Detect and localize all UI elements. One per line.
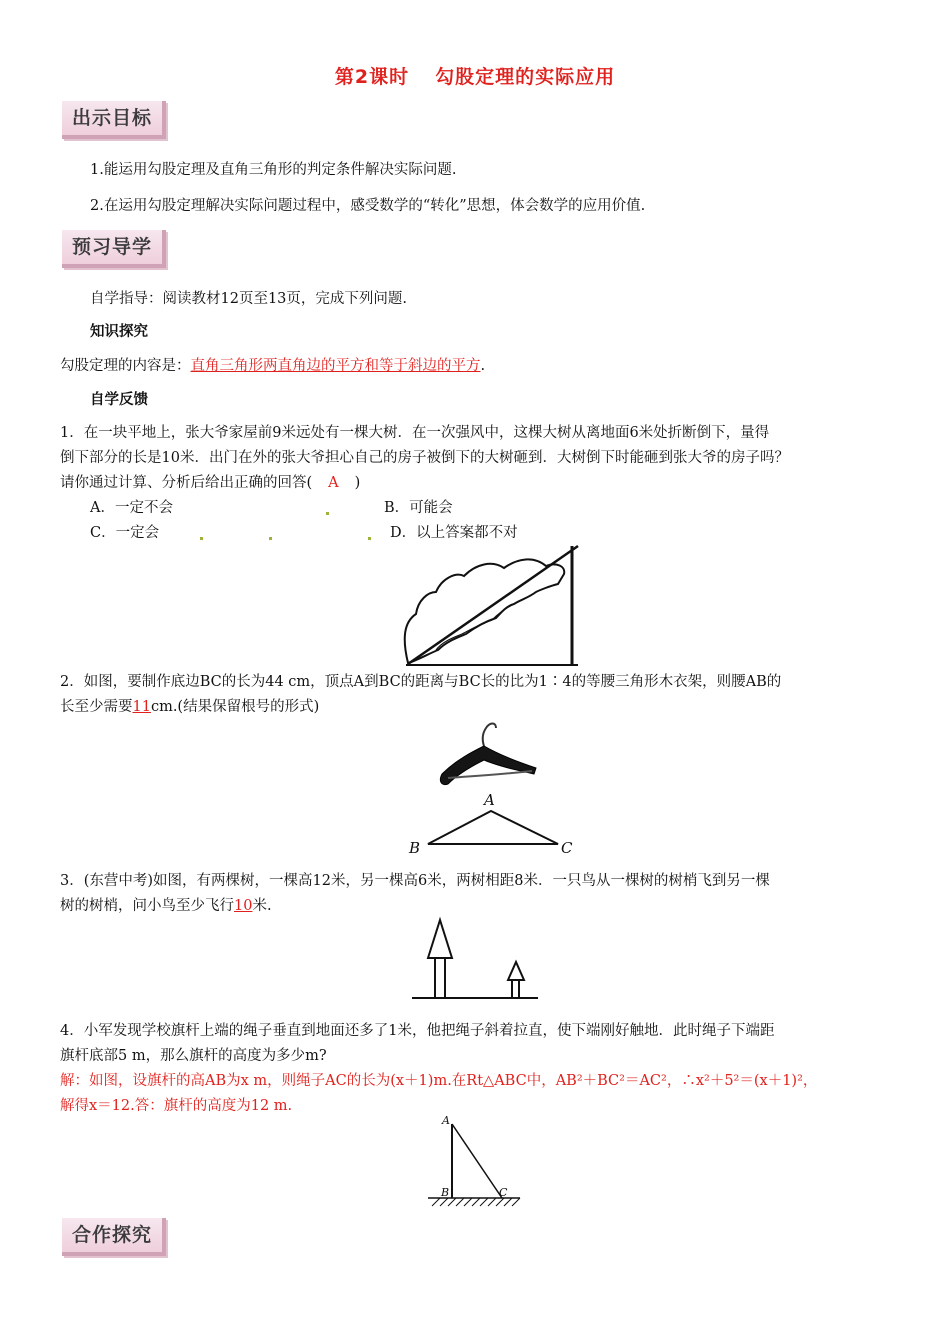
q2-note: cm.(结果保留根号的形式) xyxy=(150,699,320,715)
hanger-body xyxy=(440,746,536,785)
q2-prompt: 长至少需要 xyxy=(60,699,133,715)
tall-tree-trunk xyxy=(435,958,445,998)
mark-dot xyxy=(269,537,272,540)
section-tag-objectives: 出示目标 xyxy=(62,101,166,139)
q1-option-a: A．一定不会 xyxy=(90,500,173,516)
feedback-heading: 自学反馈 xyxy=(90,392,148,408)
section-tag-cooperate: 合作探究 xyxy=(62,1218,166,1256)
lesson-number: 第2课时 xyxy=(334,66,410,88)
rope xyxy=(452,1124,502,1198)
triangle-abc xyxy=(428,811,558,844)
objective-1: 1.能运用勾股定理及直角三角形的判定条件解决实际问题. xyxy=(90,162,457,178)
q1-close: ) xyxy=(354,475,361,491)
q1-line-1: 1．在一块平地上，张大爷家屋前9米远处有一棵大树．在一次强风中，这棵大树从离地面6米处折断倒下，量得 xyxy=(60,425,770,441)
q1-option-d: D．以上答案都不对 xyxy=(390,525,518,541)
hanger-hook xyxy=(483,724,496,747)
q3-prompt: 树的树梢，问小鸟至少飞行 xyxy=(60,898,234,914)
q2-line-2 xyxy=(60,696,319,718)
q3-line-2 xyxy=(60,895,272,917)
knowledge-line xyxy=(60,355,485,377)
q1-option-b: B．可能会 xyxy=(384,500,453,516)
flagpole-figure xyxy=(420,1114,525,1210)
ground-hatching xyxy=(432,1198,520,1206)
short-tree-trunk xyxy=(512,980,519,998)
q1-prompt: 请你通过计算、分析后给出正确的回答( xyxy=(60,475,313,491)
fallen-tree-figure xyxy=(400,538,585,670)
tall-tree-crown xyxy=(428,920,452,958)
vertex-label-a: A xyxy=(484,791,495,809)
self-study-guide: 自学指导：阅读教材12页至13页，完成下列问题. xyxy=(90,291,408,307)
q4-solution-line-1: 解：如图，设旗杆的高AB为x m，则绳子AC的长为(x＋1)m.在Rt△ABC中，AB²＋BC²＝AC²，∴x²＋5²＝(x＋1)²， xyxy=(60,1073,818,1089)
point-label-a: A xyxy=(442,1114,450,1127)
point-label-c: C xyxy=(499,1186,508,1199)
lesson-topic: 勾股定理的实际应用 xyxy=(435,66,616,88)
q1-line-2: 倒下部分的长是10米．出门在外的张大爷担心自己的房子被倒下的大树砸到．大树倒下时能砸到张大爷的房子吗？ xyxy=(60,450,789,466)
short-tree-crown xyxy=(508,962,524,980)
q2-line-1: 2．如图，要制作底边BC的长为44 cm，顶点A到BC的距离与BC长的比为1∶4的等腰三角形木衣架，则腰AB的 xyxy=(60,674,782,690)
q1-option-c: C．一定会 xyxy=(90,525,160,541)
point-label-b: B xyxy=(441,1186,450,1199)
two-trees-figure xyxy=(410,914,540,1004)
objective-2: 2.在运用勾股定理解决实际问题过程中，感受数学的“转化”思想，体会数学的应用价值. xyxy=(90,198,646,214)
q3-unit: 米. xyxy=(252,898,272,914)
vertex-label-c: C xyxy=(561,839,573,857)
knowledge-heading: 知识探究 xyxy=(90,324,148,340)
section-tag-preview: 预习导学 xyxy=(62,230,166,268)
q2-answer: 11 xyxy=(132,699,151,715)
q4-solution-line-2: 解得x＝12.答：旗杆的高度为12 m. xyxy=(60,1098,293,1114)
knowledge-answer: 直角三角形两直角边的平方和等于斜边的平方 xyxy=(190,358,481,374)
q3-line-1: 3．(东营中考)如图，有两棵树，一棵高12米，另一棵高6米，两树相距8米．一只鸟从一棵树的树梢飞到另一棵 xyxy=(60,873,770,889)
mark-dot xyxy=(326,512,329,515)
hanger-image xyxy=(436,716,540,788)
knowledge-prefix: 勾股定理的内容是： xyxy=(60,358,191,374)
vertex-label-b: B xyxy=(409,839,421,857)
page-title xyxy=(0,62,950,89)
q1-line-3 xyxy=(60,472,360,494)
mark-dot xyxy=(200,537,203,540)
q4-line-2: 旗杆底部5 m，那么旗杆的高度为多少m? xyxy=(60,1048,327,1064)
q3-answer: 10 xyxy=(234,898,253,914)
knowledge-suffix: . xyxy=(480,358,486,374)
mark-dot xyxy=(368,537,371,540)
q4-line-1: 4．小军发现学校旗杆上端的绳子垂直到地面还多了1米，他把绳子斜着拉直，使下端刚好触地．此时绳子下端距 xyxy=(60,1023,775,1039)
isosceles-triangle-figure xyxy=(420,798,570,853)
q1-answer: A xyxy=(328,475,339,491)
